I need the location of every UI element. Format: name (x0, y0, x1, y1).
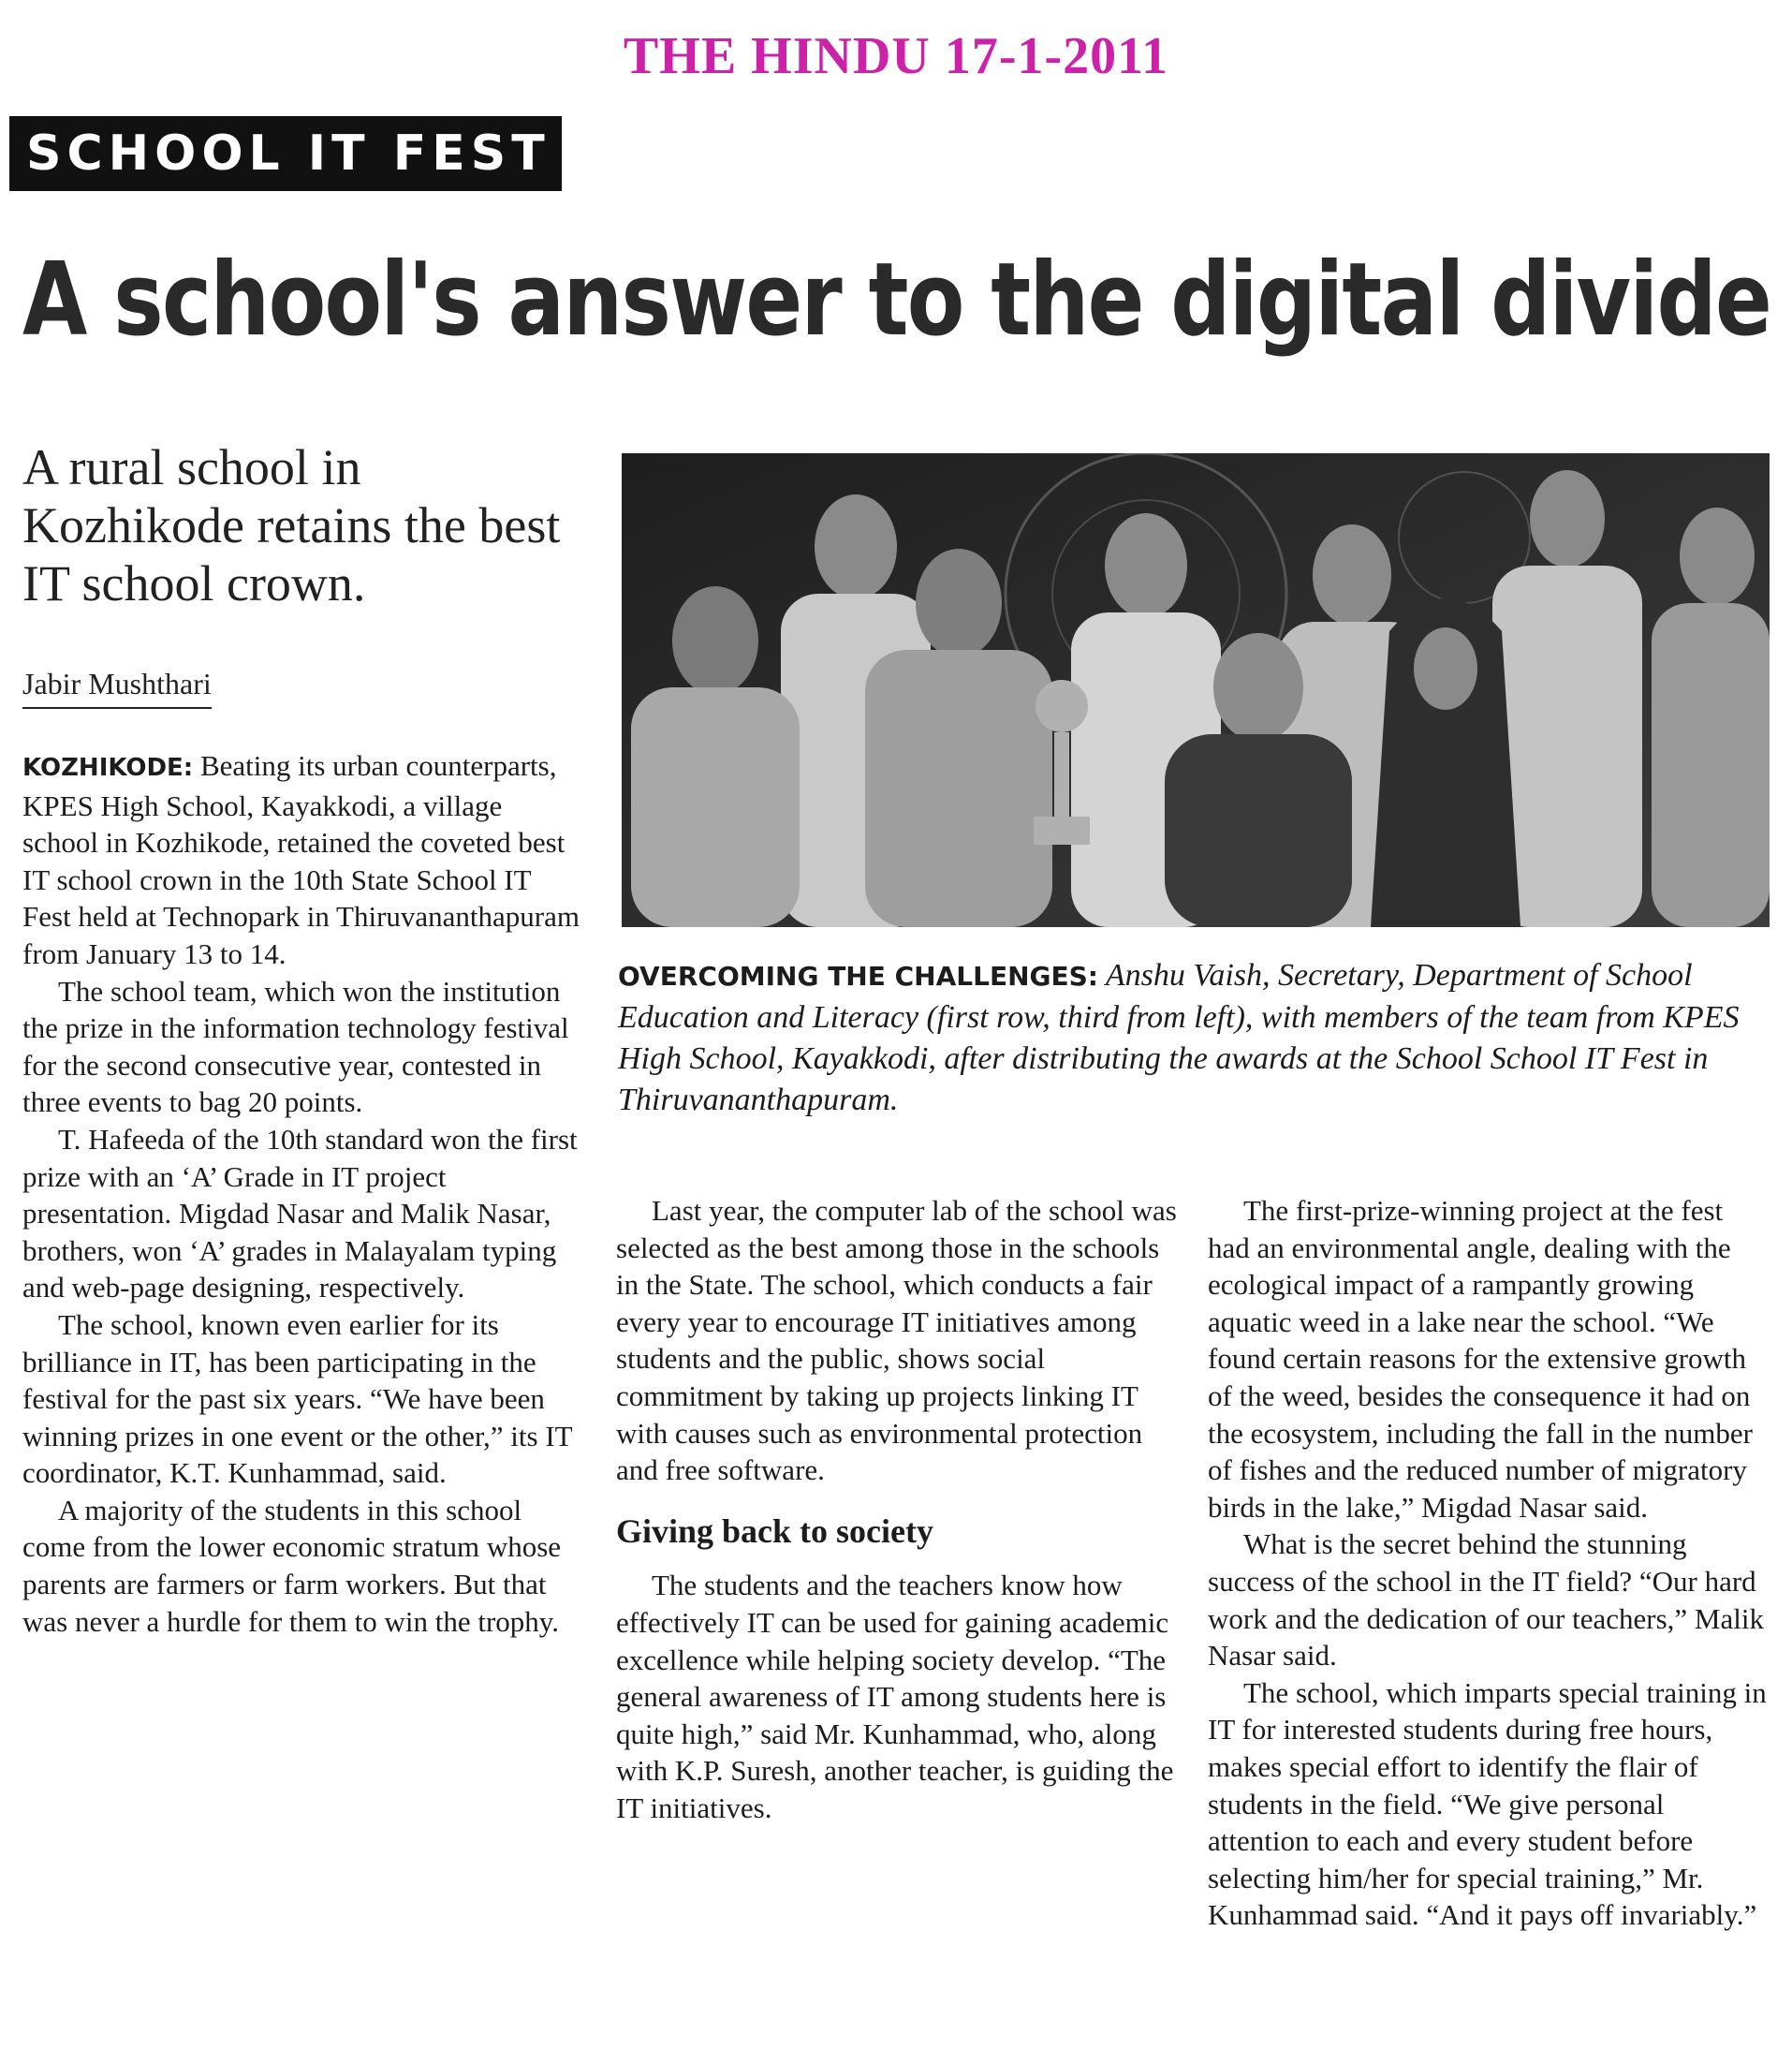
article-column-3 (1208, 1192, 1770, 1934)
article-paragraph: T. Hafeeda of the 10th standard won the first prize with an ‘A’ Grade in IT project presentation. Migdad Nasar and Malik Nasar, brothers, won ‘A’ grades in Malayalam typing and web-page designing, respectively. (22, 1122, 578, 1305)
section-kicker: SCHOOL IT FEST (9, 116, 562, 191)
caption-label: OVERCOMING THE CHALLENGES: (618, 961, 1098, 992)
article-column-1 (22, 747, 584, 1640)
article-paragraph: The students and the teachers know how effectively IT can be used for gaining academic excellence while helping society develop. “The general awareness of IT among students here is quite high,” said Mr. Kunhammad, who, along with K.P. Suresh, another teacher, is guiding the IT initiatives. (616, 1569, 1174, 1824)
group-photo-illustration (622, 453, 1770, 927)
article-paragraph: The school, which imparts special training in IT for interested students during free hours, makes special effort to identify the flair of students in the field. “We give personal attention to each and every student before selecting him/her for special training,” Mr. Kunhammad said. “And it pays off invariably.” (1208, 1675, 1767, 1932)
article-paragraph (22, 747, 584, 973)
article-deck: A rural school in Kozhikode retains the best IT school crown. (22, 439, 561, 612)
newspaper-masthead: THE HINDU 17-1-2011 (623, 27, 1169, 85)
article-paragraph: What is the secret behind the stunning success of the school in the IT field? “Our hard work and the dedication of our teachers,” Malik Nasar said. (1208, 1527, 1764, 1673)
caption-text: Anshu Vaish, Secretary, Department of School Education and Literacy (first row, third from left), with members of the team from KPES High School, Kayakkodi, after distributing the awards at the School School IT Fest in Thiruvananthapuram. (618, 958, 1740, 1117)
article-subhead: Giving back to society (616, 1511, 933, 1550)
group-photo (622, 453, 1770, 927)
article-paragraph-text: Beating its urban counterparts, KPES High School, Kayakkodi, a village school in Kozhikode, retained the coveted best IT school crown in the 10th State School IT Fest held at Technopark in Thiruvananthapuram from January 13 to 14. (22, 749, 580, 970)
photo-caption (618, 955, 1770, 1121)
article-dateline: KOZHIKODE: (22, 754, 194, 782)
article-paragraph: The first-prize-winning project at the fest had an environmental angle, dealing with the ecological impact of a rampantly growing aquatic weed in a lake near the school. “We found certain reasons for the extensive growth of the weed, besides the consequence it had on the ecosystem, including the fall in the number of fishes and the reduced number of migratory birds in the lake,” Migdad Nasar said. (1208, 1194, 1753, 1524)
article-column-2 (616, 1192, 1178, 1827)
article-paragraph: The school, known even earlier for its brilliance in IT, has been participating in the festival for the past six years. “We have been winning prizes in one event or the other,” its IT coordinator, K.T. Kunhammad, said. (22, 1307, 573, 1490)
article-headline: A school's answer to the digital divide (22, 242, 1771, 359)
article-paragraph: The school team, which won the institution the prize in the information technology festival for the second consecutive year, contested in three events to bag 20 points. (22, 974, 569, 1119)
article-byline: Jabir Mushthari (22, 667, 212, 709)
article-paragraph: Last year, the computer lab of the school was selected as the best among those in the schools in the State. The school, which conducts a fair every year to encourage IT initiatives among students and the public, shows social commitment by taking up projects linking IT with causes such as environmental protection and free software. (616, 1194, 1177, 1487)
article-paragraph: A majority of the students in this school come from the lower economic stratum whose parents are farmers or farm workers. But that was never a hurdle for them to win the trophy. (22, 1493, 562, 1638)
